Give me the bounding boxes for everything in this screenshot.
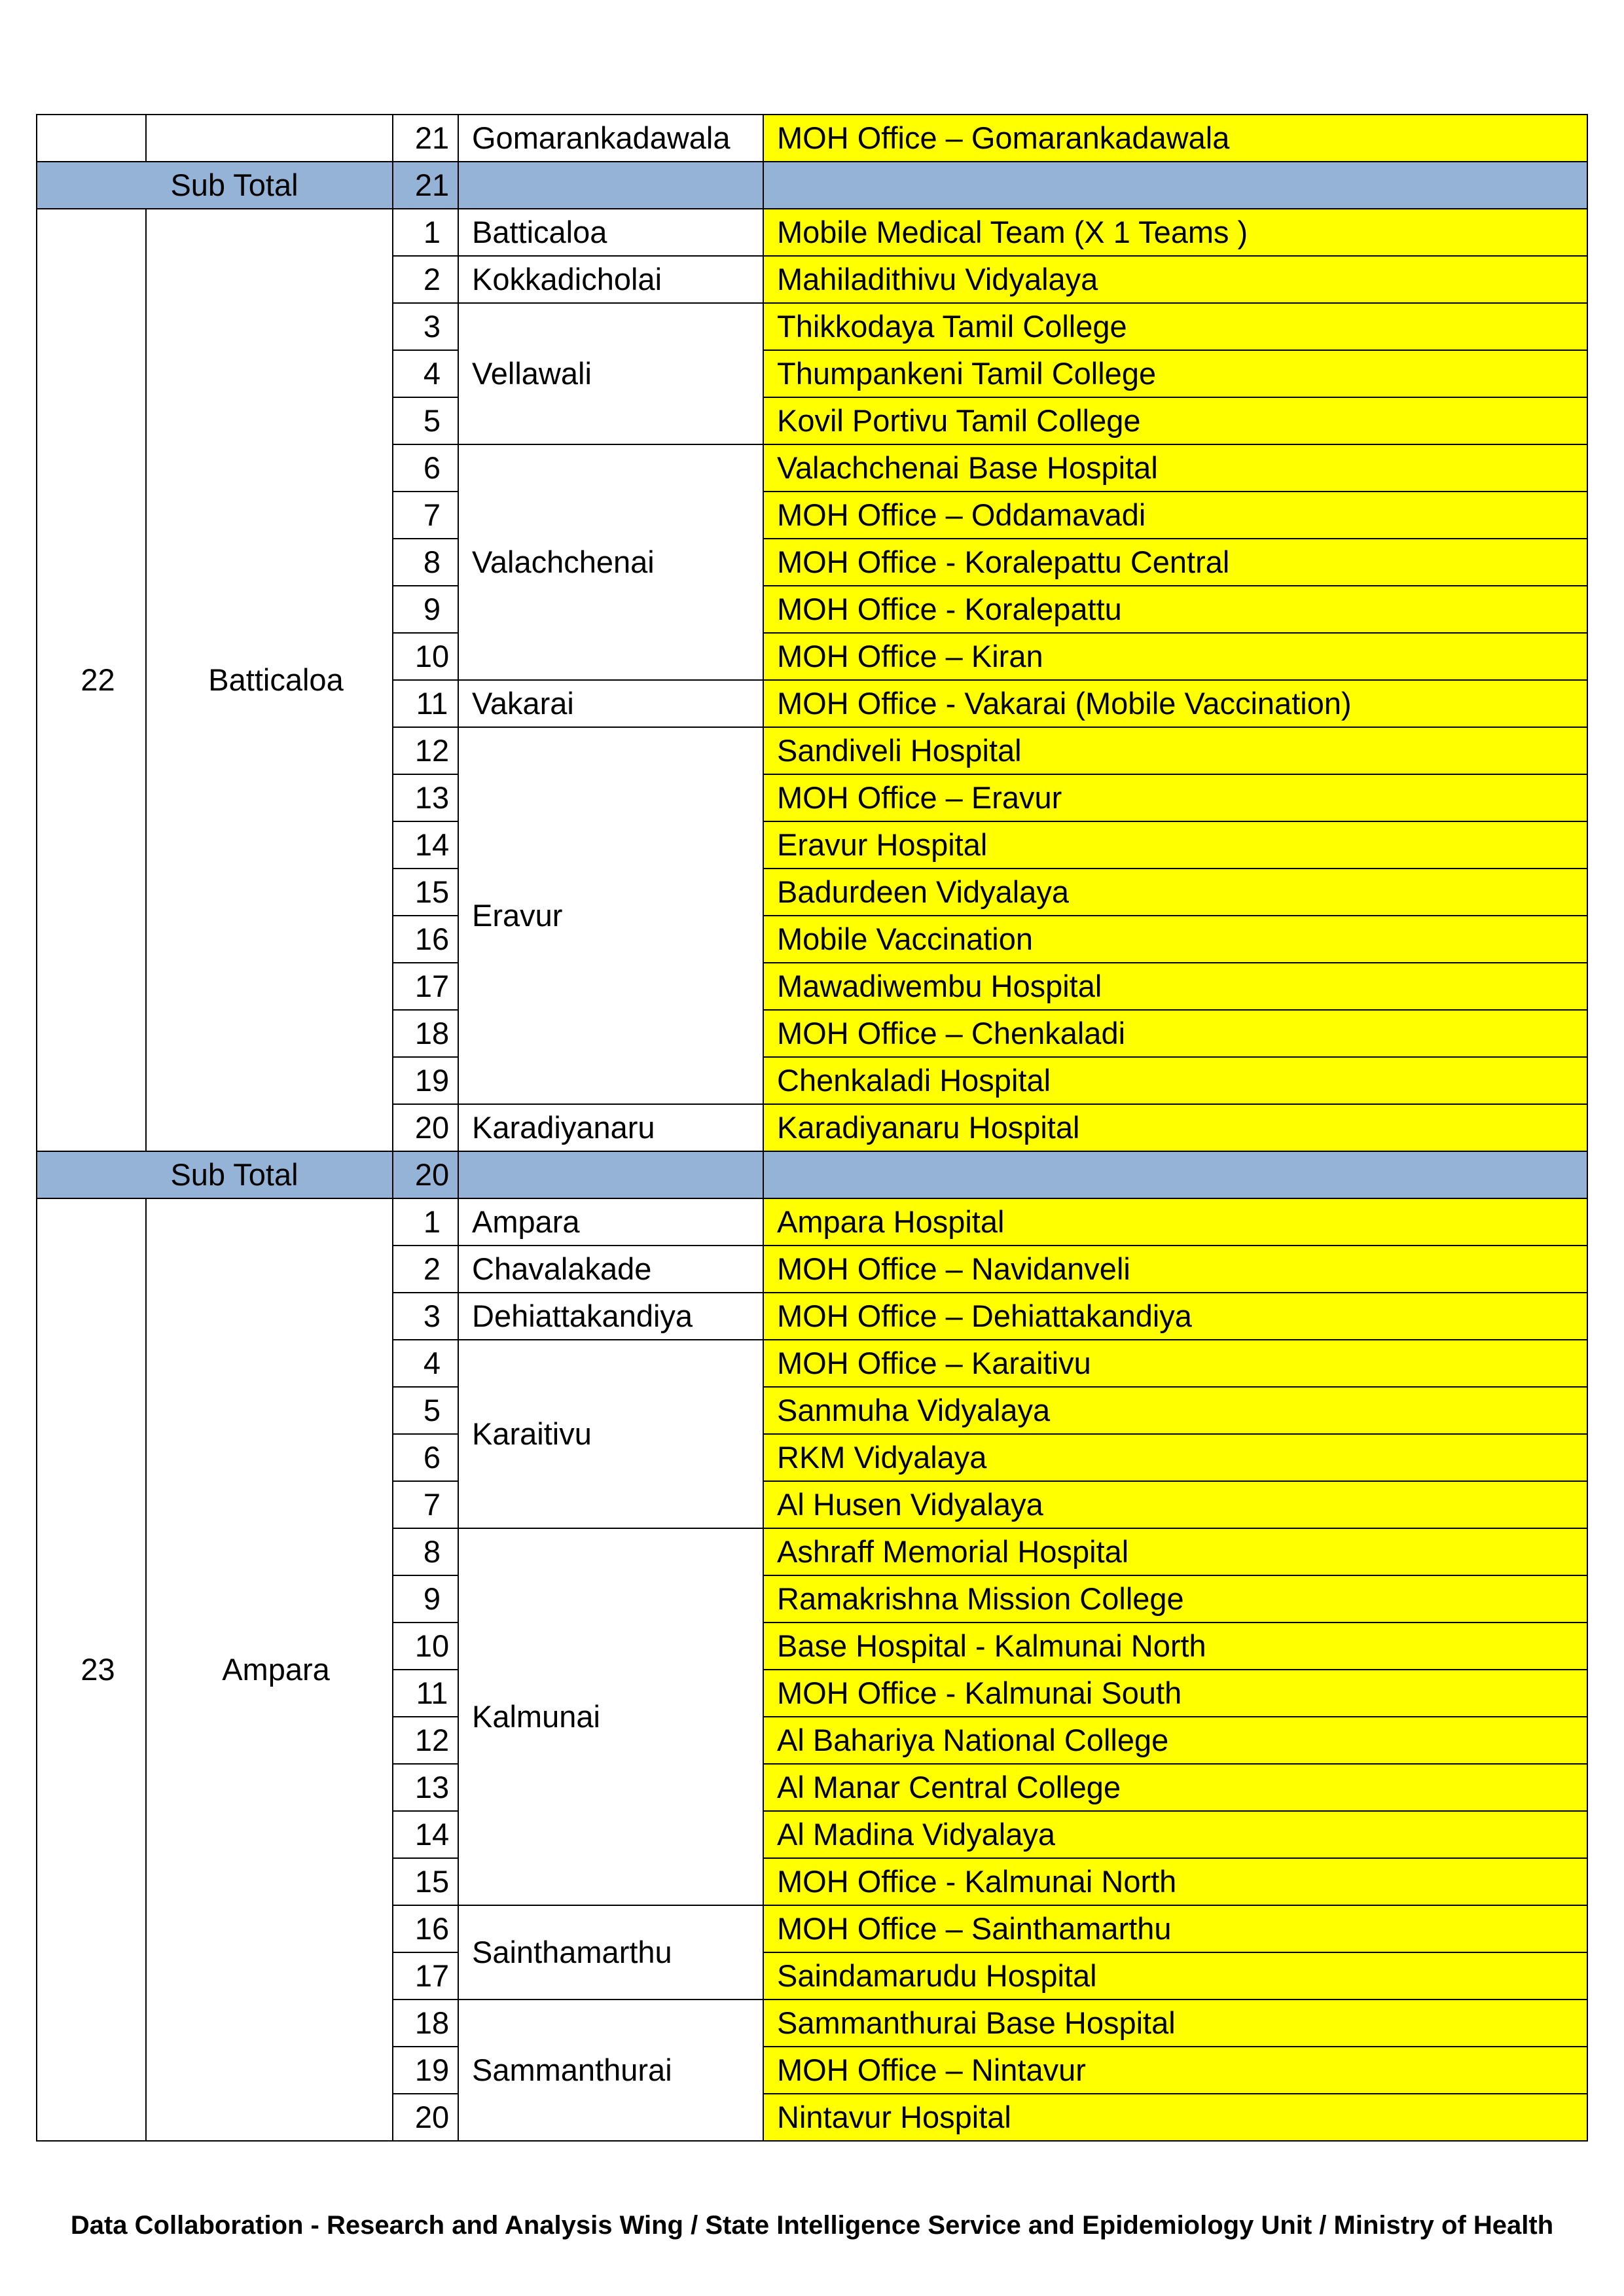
district-number: 22	[37, 209, 146, 1151]
place-cell: MOH Office – Navidanveli	[763, 1246, 1587, 1293]
subtotal-label: Sub Total	[37, 162, 393, 209]
row-number: 16	[393, 1905, 458, 1952]
row-number: 3	[393, 1293, 458, 1340]
place-cell: Al Madina Vidyalaya	[763, 1811, 1587, 1858]
subtotal-empty-cell	[763, 1151, 1587, 1198]
subtotal-row	[37, 1151, 1587, 1198]
place-cell: Sammanthurai Base Hospital	[763, 2000, 1587, 2047]
place-cell: MOH Office - Koralepattu	[763, 586, 1587, 633]
subtotal-count: 20	[393, 1151, 458, 1198]
place-cell: Saindamarudu Hospital	[763, 1952, 1587, 2000]
division-cell: Sammanthurai	[458, 2000, 763, 2141]
row-number: 1	[393, 209, 458, 256]
place-cell: Badurdeen Vidyalaya	[763, 869, 1587, 916]
row-number: 1	[393, 1198, 458, 1246]
subtotal-empty-cell	[458, 1151, 763, 1198]
place-cell: Al Husen Vidyalaya	[763, 1481, 1587, 1528]
subtotal-row	[37, 162, 1587, 209]
division-cell: Karaitivu	[458, 1340, 763, 1528]
place-cell: Mobile Medical Team (X 1 Teams )	[763, 209, 1587, 256]
vaccination-centres-table	[36, 114, 1588, 2142]
row-number: 7	[393, 1481, 458, 1528]
district-number: 23	[37, 1198, 146, 2141]
row-number: 18	[393, 2000, 458, 2047]
place-cell: MOH Office – Kiran	[763, 633, 1587, 680]
place-cell: MOH Office – Eravur	[763, 774, 1587, 821]
row-number: 13	[393, 774, 458, 821]
row-number: 15	[393, 869, 458, 916]
place-cell: Chenkaladi Hospital	[763, 1057, 1587, 1104]
row-number: 17	[393, 1952, 458, 2000]
subtotal-count: 21	[393, 162, 458, 209]
subtotal-empty-cell	[763, 162, 1587, 209]
row-number: 6	[393, 444, 458, 492]
place-cell: Nintavur Hospital	[763, 2094, 1587, 2141]
row-number: 7	[393, 492, 458, 539]
row-number: 4	[393, 1340, 458, 1387]
place-cell: Ashraff Memorial Hospital	[763, 1528, 1587, 1575]
division-cell: Karadiyanaru	[458, 1104, 763, 1151]
row-number: 8	[393, 1528, 458, 1575]
place-cell: Thikkodaya Tamil College	[763, 303, 1587, 350]
row-number: 19	[393, 2047, 458, 2094]
row-number: 5	[393, 1387, 458, 1434]
division-cell: Kalmunai	[458, 1528, 763, 1905]
place-cell: Sandiveli Hospital	[763, 727, 1587, 774]
row-number: 15	[393, 1858, 458, 1905]
district-name-cell	[146, 115, 393, 162]
place-cell: Mahiladithivu Vidyalaya	[763, 256, 1587, 303]
row-number: 10	[393, 633, 458, 680]
place-cell: MOH Office – Karaitivu	[763, 1340, 1587, 1387]
table-row	[37, 1198, 1587, 1246]
division-cell: Valachchenai	[458, 444, 763, 680]
division-cell: Sainthamarthu	[458, 1905, 763, 2000]
row-number: 8	[393, 539, 458, 586]
row-number: 4	[393, 350, 458, 397]
row-number: 13	[393, 1764, 458, 1811]
division-cell: Batticaloa	[458, 209, 763, 256]
place-cell: MOH Office – Dehiattakandiya	[763, 1293, 1587, 1340]
division-cell: Gomarankadawala	[458, 115, 763, 162]
place-cell: MOH Office - Vakarai (Mobile Vaccination)	[763, 680, 1587, 727]
row-number: 12	[393, 1717, 458, 1764]
district-name: Ampara	[146, 1198, 393, 2141]
subtotal-label: Sub Total	[37, 1151, 393, 1198]
row-number: 6	[393, 1434, 458, 1481]
place-cell: Al Manar Central College	[763, 1764, 1587, 1811]
row-number: 12	[393, 727, 458, 774]
subtotal-empty-cell	[458, 162, 763, 209]
place-cell: MOH Office - Koralepattu Central	[763, 539, 1587, 586]
row-number: 2	[393, 1246, 458, 1293]
row-number: 11	[393, 680, 458, 727]
row-number: 21	[393, 115, 458, 162]
row-number: 11	[393, 1670, 458, 1717]
place-cell: Ampara Hospital	[763, 1198, 1587, 1246]
place-cell: MOH Office - Kalmunai South	[763, 1670, 1587, 1717]
row-number: 14	[393, 1811, 458, 1858]
place-cell: RKM Vidyalaya	[763, 1434, 1587, 1481]
row-number: 9	[393, 1575, 458, 1623]
place-cell: MOH Office – Oddamavadi	[763, 492, 1587, 539]
place-cell: Thumpankeni Tamil College	[763, 350, 1587, 397]
place-cell: Base Hospital - Kalmunai North	[763, 1623, 1587, 1670]
place-cell: Sanmuha Vidyalaya	[763, 1387, 1587, 1434]
row-number: 5	[393, 397, 458, 444]
row-number: 3	[393, 303, 458, 350]
row-number: 20	[393, 2094, 458, 2141]
row-number: 17	[393, 963, 458, 1010]
place-cell: Al Bahariya National College	[763, 1717, 1587, 1764]
table-row	[37, 209, 1587, 256]
division-cell: Eravur	[458, 727, 763, 1104]
row-number: 14	[393, 821, 458, 869]
row-number: 20	[393, 1104, 458, 1151]
place-cell: MOH Office – Nintavur	[763, 2047, 1587, 2094]
place-cell: MOH Office – Chenkaladi	[763, 1010, 1587, 1057]
place-cell: Eravur Hospital	[763, 821, 1587, 869]
district-no-cell	[37, 115, 146, 162]
place-cell: MOH Office - Kalmunai North	[763, 1858, 1587, 1905]
row-number: 2	[393, 256, 458, 303]
division-cell: Kokkadicholai	[458, 256, 763, 303]
place-cell: Kovil Portivu Tamil College	[763, 397, 1587, 444]
place-cell: MOH Office – Gomarankadawala	[763, 115, 1587, 162]
place-cell: Valachchenai Base Hospital	[763, 444, 1587, 492]
row-number: 9	[393, 586, 458, 633]
row-number: 16	[393, 916, 458, 963]
table-row	[37, 115, 1587, 162]
place-cell: MOH Office – Sainthamarthu	[763, 1905, 1587, 1952]
page-footer: Data Collaboration - Research and Analysis Wing / State Intelligence Service and Epidemiology Unit / Ministry of Health	[70, 2211, 1554, 2240]
row-number: 10	[393, 1623, 458, 1670]
division-cell: Dehiattakandiya	[458, 1293, 763, 1340]
district-name: Batticaloa	[146, 209, 393, 1151]
division-cell: Vakarai	[458, 680, 763, 727]
place-cell: Mawadiwembu Hospital	[763, 963, 1587, 1010]
row-number: 18	[393, 1010, 458, 1057]
row-number: 19	[393, 1057, 458, 1104]
division-cell: Chavalakade	[458, 1246, 763, 1293]
division-cell: Vellawali	[458, 303, 763, 444]
place-cell: Karadiyanaru Hospital	[763, 1104, 1587, 1151]
division-cell: Ampara	[458, 1198, 763, 1246]
place-cell: Ramakrishna Mission College	[763, 1575, 1587, 1623]
place-cell: Mobile Vaccination	[763, 916, 1587, 963]
